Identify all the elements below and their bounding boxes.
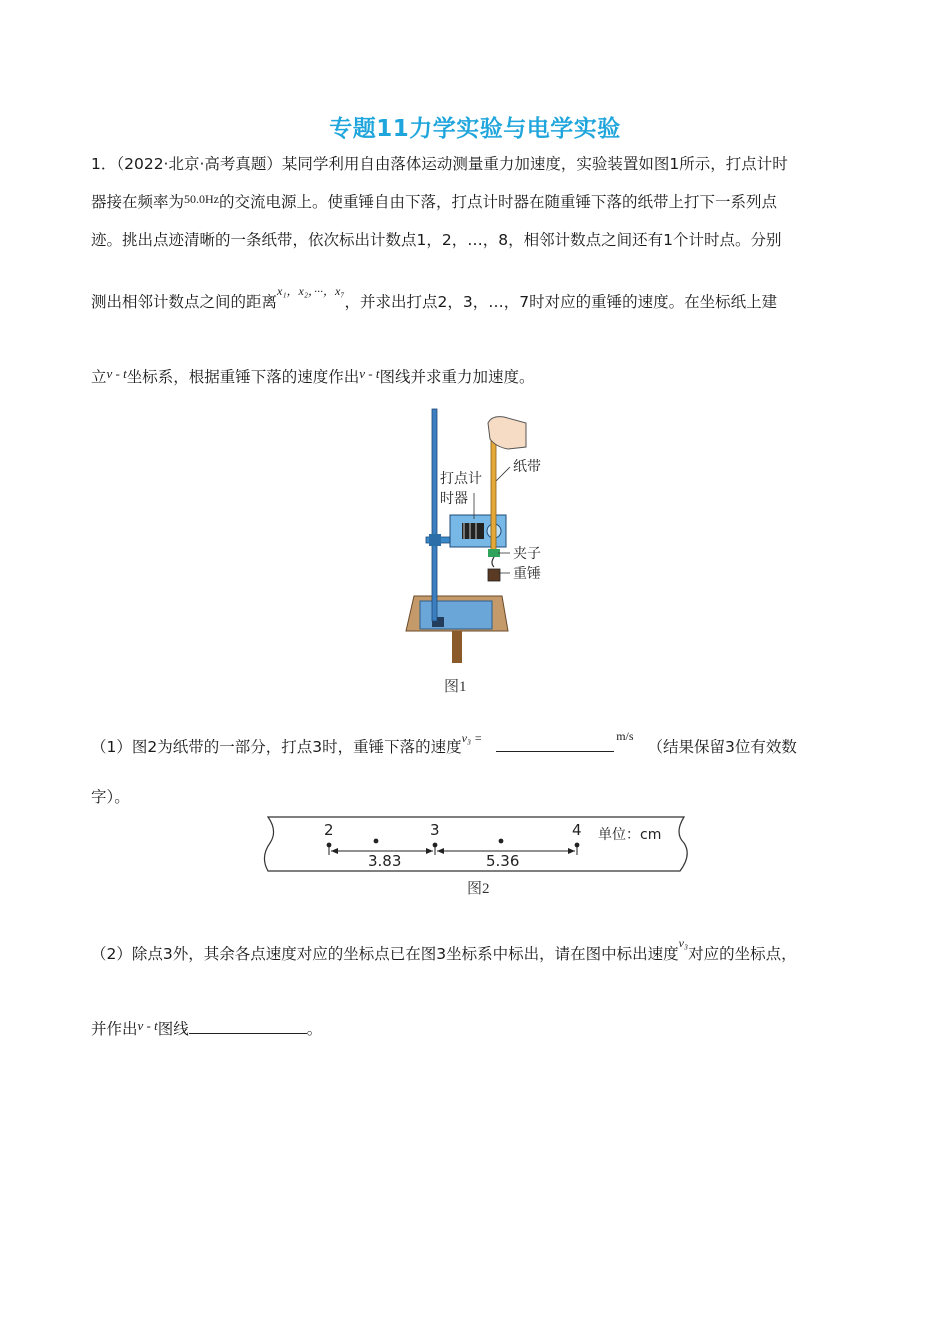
unit-m-per-s: m/s	[616, 729, 634, 743]
figure-2-tape	[260, 813, 692, 875]
part-2-line-1: （2）除点3外，其余各点速度对应的坐标点已在图3坐标系中标出，请在图中标出速度$^{v_3}$对应的坐标点，	[91, 936, 797, 963]
question-1-line-2: 器接在频率为$^{50.0Hz}$的交流电源上。使重锤自由下落，打点计时器在随重锤下落的纸带上打下一系列点	[91, 192, 778, 211]
label-timer: 打点计	[440, 471, 482, 487]
heavy-weight	[488, 569, 500, 581]
frequency-value: 50.0Hz	[184, 192, 220, 206]
part-2-line-2: 并作出$^{v - t}$图线 。	[91, 1018, 323, 1038]
table-leg	[452, 631, 462, 663]
stand-base	[420, 601, 492, 629]
distance-label-1: 3.83	[368, 852, 402, 870]
clamp	[429, 534, 441, 546]
distance-variables: x₁，x₂，···，x₇	[277, 284, 345, 298]
page-title: 专题11力学实验与电学实验	[329, 116, 621, 142]
label-tape: 纸带	[513, 459, 541, 475]
vt-symbol: v - t	[359, 366, 380, 381]
part-1-line-1: （1）图2为纸带的一部分，打点3时，重锤下落的速度$^{v_3 =}$ $^{m/s}$（结果保留3位有效数	[91, 729, 797, 756]
answer-blank-v3[interactable]	[496, 750, 614, 752]
question-1-line-4: 测出相邻计数点之间的距离$^{x_1,x_2,\cdot\cdot\cdot,x_7}$，并求出打点2，3，…，7时对应的重锤的速度。在坐标纸上建	[91, 284, 778, 311]
question-1-line-1: 1．（2022·北京·高考真题）某同学利用自由落体运动测量重力加速度，实验装置如图1所示，打点计时	[91, 155, 788, 173]
point-label-3: 3	[430, 821, 440, 839]
figure-1-apparatus	[400, 403, 560, 665]
stand-rod	[432, 409, 437, 621]
label-clip: 夹子	[513, 546, 541, 562]
question-1-line-3: 迹。挑出点迹清晰的一条纸带，依次标出计数点1，2，…，8，相邻计数点之间还有1个计时点。分别	[91, 231, 782, 249]
part-1-line-2: 字）。	[91, 788, 130, 806]
timer-coil	[462, 523, 484, 539]
vt-symbol: v - t	[106, 366, 127, 381]
question-1-line-5: 立$^{v - t}$坐标系，根据重锤下落的速度作出$^{v - t}$图线并求重力加速度。	[91, 366, 535, 386]
answer-blank-vt-graph[interactable]	[189, 1032, 307, 1034]
figure-1-caption: 图1	[444, 679, 467, 695]
figure-2-caption: 图2	[467, 881, 490, 897]
tape-midpoint	[374, 839, 379, 844]
unit-label: 单位：cm	[598, 827, 662, 843]
point-label-2: 2	[324, 821, 334, 839]
point-label-4: 4	[572, 821, 582, 839]
label-weight: 重锤	[513, 566, 541, 582]
label-timer-2: 时器	[440, 491, 468, 507]
v3-symbol: v₃	[678, 936, 689, 950]
vt-symbol: v - t	[137, 1018, 158, 1033]
tape-midpoint	[499, 839, 504, 844]
v3-symbol: v₃ =	[461, 731, 483, 745]
distance-label-2: 5.36	[486, 852, 520, 870]
